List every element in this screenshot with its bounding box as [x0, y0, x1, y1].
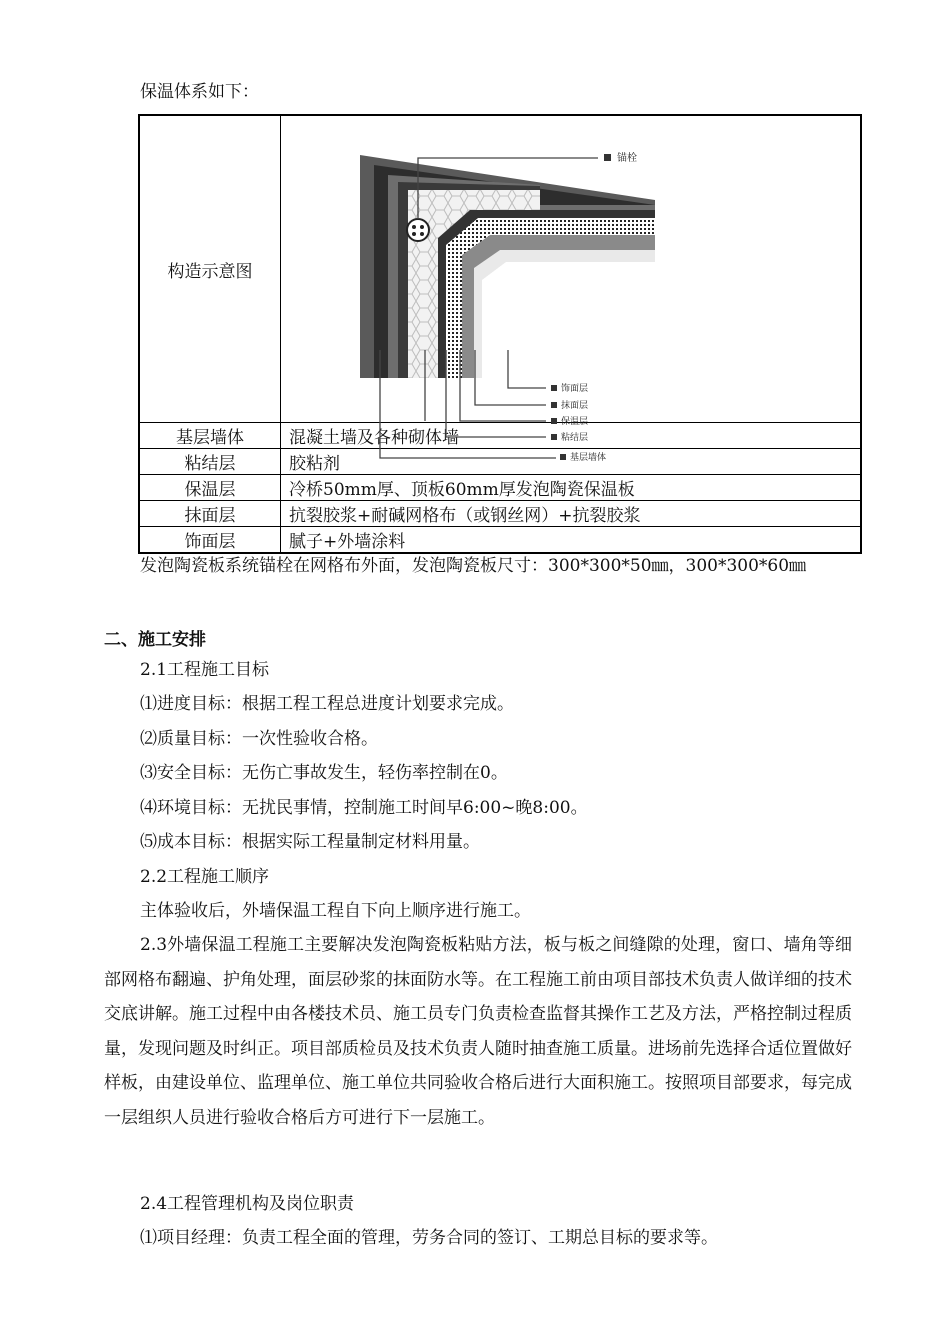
- row-label: 抹面层: [139, 501, 281, 527]
- anchor-bolt: [407, 219, 429, 241]
- legend-anchor: 锚栓: [617, 153, 637, 164]
- goal-environment: ⑷环境目标：无扰民事情，控制施工时间早6:00~晚8:00。: [140, 798, 588, 818]
- goal-schedule: ⑴进度目标：根据工程工程总进度计划要求完成。: [140, 694, 514, 714]
- wall-layers: [360, 155, 655, 378]
- section-title: 二、施工安排: [104, 630, 206, 650]
- intro-text: 保温体系如下：: [140, 82, 259, 102]
- row-value: 胶粘剂: [281, 449, 862, 475]
- legend-insulation: 保温层: [561, 417, 589, 427]
- heading-2-4: 2.4工程管理机构及岗位职责: [140, 1194, 355, 1214]
- table-row: [139, 501, 861, 527]
- heading-2-2: 2.2工程施工顺序: [140, 867, 270, 887]
- row-value: 抗裂胶浆+耐碱网格布（或钢丝网）+抗裂胶浆: [281, 501, 862, 527]
- heading-2-1: 2.1工程施工目标: [140, 660, 270, 680]
- row-label: 饰面层: [139, 527, 281, 554]
- row-label: 粘结层: [139, 449, 281, 475]
- row-value: 混凝土墙及各种砌体墙: [281, 423, 862, 449]
- duty-project-manager: ⑴项目经理：负责工程全面的管理，劳务合同的签订、工期总目标的要求等。: [140, 1228, 718, 1248]
- legend-finish: 饰面层: [561, 384, 589, 394]
- legend-render: 抹面层: [561, 401, 589, 411]
- row-value: 冷桥50mm厚、顶板60mm厚发泡陶瓷保温板: [281, 475, 862, 501]
- row-label: 基层墙体: [139, 423, 281, 449]
- table-row: [139, 527, 861, 554]
- goal-cost: ⑸成本目标：根据实际工程量制定材料用量。: [140, 832, 480, 852]
- row-label: 保温层: [139, 475, 281, 501]
- diagram-label: 构造示意图: [139, 115, 281, 423]
- row-value: 腻子+外墙涂料: [281, 527, 862, 554]
- legend-adhesive: 粘结层: [561, 433, 589, 443]
- sequence-text: 主体验收后，外墙保温工程自下向上顺序进行施工。: [140, 901, 531, 921]
- legend-base-wall: 基层墙体: [570, 453, 607, 463]
- goal-safety: ⑶安全目标：无伤亡事故发生，轻伤率控制在0。: [140, 763, 508, 783]
- construction-diagram: [0, 0, 950, 480]
- note-text: 发泡陶瓷板系统锚栓在网格布外面，发泡陶瓷板尺寸：300*300*50㎜，300*300*60㎜: [140, 556, 807, 576]
- goal-quality: ⑵质量目标：一次性验收合格。: [140, 729, 378, 749]
- paragraph-2-3: 2.3外墙保温工程施工主要解决发泡陶瓷板粘贴方法，板与板之间缝隙的处理，窗口、墙角等细部网格布翻遍、护角处理，面层砂浆的抹面防水等。在工程施工前由项目部技术负责人做详细的技术交底讲解。施工过程中由各楼技术员、施工员专门负责检查监督其操作工艺及方法，严格控制过程质量，发现问题及时纠正。项目部质检员及技术负责人随时抽查施工质量。进场前先选择合适位置做好样板，由建设单位、监理单位、施工单位共同验收合格后进行大面积施工。按照项目部要求，每完成一层组织人员进行验收合格后方可进行下一层施工。: [104, 935, 852, 1128]
